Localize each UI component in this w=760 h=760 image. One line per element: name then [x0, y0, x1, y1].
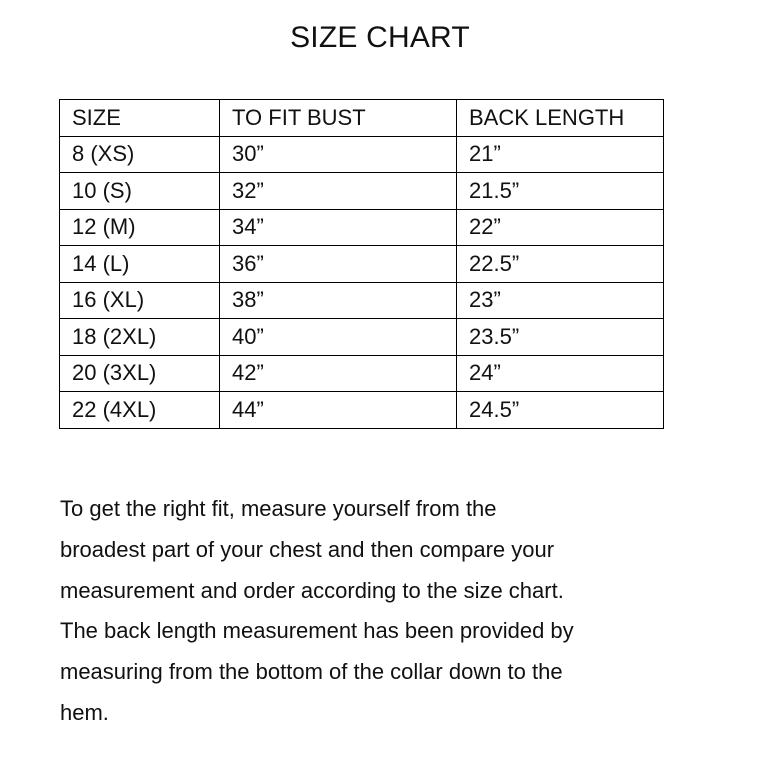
fit-instructions-line: measurement and order according to the size chart.: [60, 577, 564, 603]
fit-instructions-line: The back length measurement has been provided by: [60, 618, 574, 644]
fit-instructions: [60, 489, 740, 734]
cell-back-length: 22”: [457, 209, 664, 246]
cell-to-fit-bust: 30”: [220, 136, 457, 173]
table-row: [60, 209, 664, 246]
cell-back-length: 21.5”: [457, 173, 664, 210]
column-header-to-fit-bust: TO FIT BUST: [220, 100, 457, 137]
fit-instructions-line: To get the right fit, measure yourself from the: [60, 496, 497, 521]
table-row: [60, 246, 664, 283]
cell-back-length: 24”: [457, 355, 664, 392]
cell-size: 22 (4XL): [60, 392, 220, 429]
cell-back-length: 23”: [457, 282, 664, 319]
fit-instructions-line: measuring from the bottom of the collar down to the: [60, 659, 563, 685]
column-header-size: SIZE: [60, 100, 220, 137]
size-chart-table: [59, 99, 664, 429]
cell-to-fit-bust: 36”: [220, 246, 457, 283]
cell-back-length: 24.5”: [457, 392, 664, 429]
cell-size: 18 (2XL): [60, 319, 220, 356]
page-title: SIZE CHART: [290, 21, 470, 54]
cell-to-fit-bust: 42”: [220, 355, 457, 392]
cell-to-fit-bust: 34”: [220, 209, 457, 246]
cell-to-fit-bust: 44”: [220, 392, 457, 429]
fit-instructions-line: hem.: [60, 699, 109, 725]
table-row: [60, 136, 664, 173]
cell-back-length: 21”: [457, 136, 664, 173]
cell-to-fit-bust: 40”: [220, 319, 457, 356]
cell-to-fit-bust: 32”: [220, 173, 457, 210]
cell-to-fit-bust: 38”: [220, 282, 457, 319]
cell-size: 20 (3XL): [60, 355, 220, 392]
cell-size: 12 (M): [60, 209, 220, 246]
table-row: [60, 392, 664, 429]
table-row: [60, 282, 664, 319]
column-header-back-length: BACK LENGTH: [457, 100, 664, 137]
cell-back-length: 22.5”: [457, 246, 664, 283]
table-row: [60, 355, 664, 392]
cell-size: 8 (XS): [60, 136, 220, 173]
cell-back-length: 23.5”: [457, 319, 664, 356]
table-row: [60, 319, 664, 356]
cell-size: 16 (XL): [60, 282, 220, 319]
cell-size: 14 (L): [60, 246, 220, 283]
fit-instructions-line: broadest part of your chest and then compare your: [60, 536, 555, 562]
table-row: [60, 173, 664, 210]
table-header-row: [60, 100, 664, 137]
cell-size: 10 (S): [60, 173, 220, 210]
